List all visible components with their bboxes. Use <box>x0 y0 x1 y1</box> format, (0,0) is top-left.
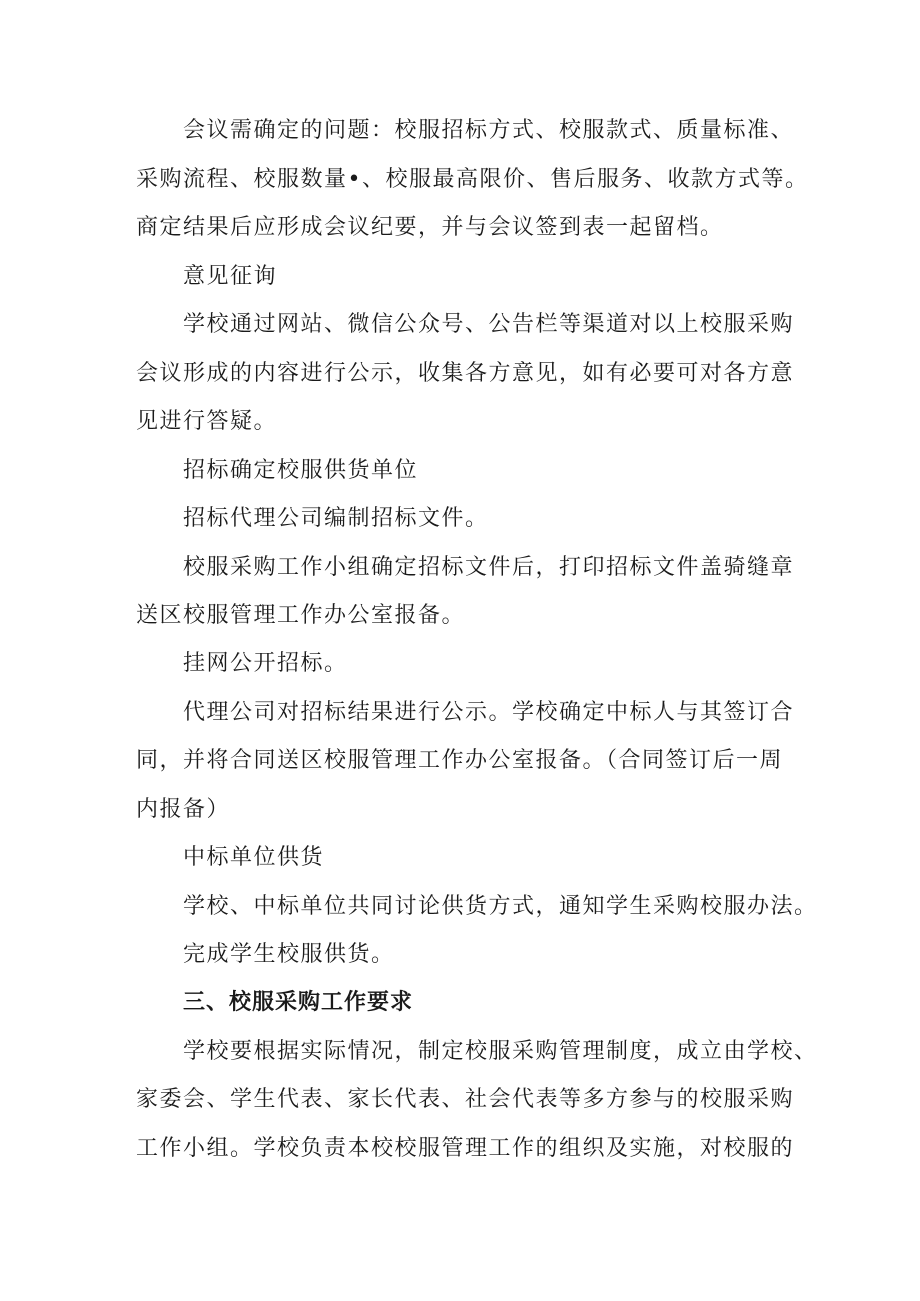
paragraph-line: 内报备） <box>136 797 231 822</box>
paragraph-line: 家委会、学生代表、家长代表、社会代表等多方参与的校服采购 <box>136 1087 795 1112</box>
paragraph-line: 代理公司对招标结果进行公示。学校确定中标人与其签订合 <box>183 700 795 725</box>
paragraph-line: 工作小组。学校负责本校校服管理工作的组织及实施，对校服的 <box>136 1136 795 1161</box>
section-subheading: 中标单位供货 <box>183 845 325 870</box>
paragraph-line: 学校、中标单位共同讨论供货方式，通知学生采购校服办法。 <box>183 894 818 919</box>
section-subheading: 招标确定校服供货单位 <box>183 458 419 483</box>
paragraph-line: 商定结果后应形成会议纪要，并与会议签到表一起留档。 <box>136 215 724 240</box>
paragraph-line: 采购流程、校服数量•、校服最高限价、售后服务、收款方式等。 <box>136 167 809 192</box>
section-subheading: 意见征询 <box>183 264 278 289</box>
paragraph-line: 见进行答疑。 <box>136 409 278 434</box>
paragraph-line: 招标代理公司编制招标文件。 <box>183 506 489 531</box>
paragraph-line: 学校要根据实际情况，制定校服采购管理制度，成立由学校、 <box>183 1039 818 1064</box>
paragraph-line: 完成学生校服供货。 <box>183 942 395 967</box>
paragraph-line: 同，并将合同送区校服管理工作办公室报备。（合同签订后一周 <box>136 748 784 773</box>
paragraph-line: 挂网公开招标。 <box>183 651 348 676</box>
paragraph-line: 会议需确定的问题：校服招标方式、校服款式、质量标准、 <box>183 118 795 143</box>
section-heading: 三、校服采购工作要求 <box>183 990 414 1015</box>
paragraph-line: 学校通过网站、微信公众号、公告栏等渠道对以上校服采购 <box>183 312 795 337</box>
paragraph-line: 会议形成的内容进行公示，收集各方意见，如有必要可对各方意 <box>136 361 795 386</box>
paragraph-line: 送区校服管理工作办公室报备。 <box>136 603 466 628</box>
paragraph-line: 校服采购工作小组确定招标文件后，打印招标文件盖骑缝章 <box>183 555 795 580</box>
